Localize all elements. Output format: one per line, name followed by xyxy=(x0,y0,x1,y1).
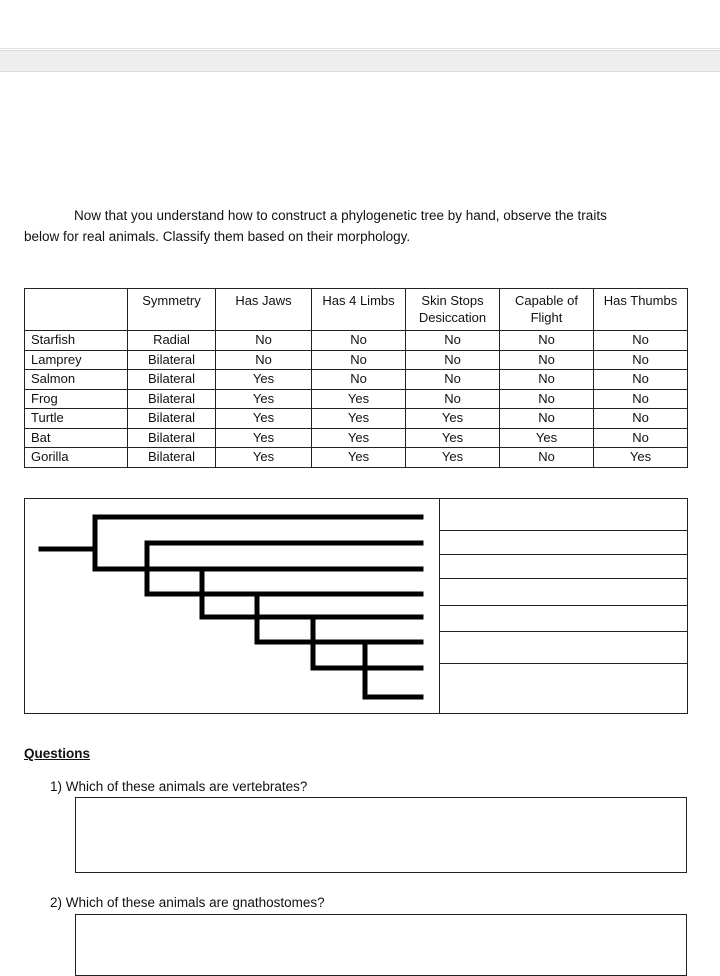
trait-cell: No xyxy=(500,409,594,429)
table-body xyxy=(25,331,688,468)
tree-label-cell[interactable] xyxy=(440,632,688,664)
tree-label-cell[interactable] xyxy=(440,555,688,579)
tree-label-cells xyxy=(439,499,688,713)
table-row xyxy=(25,389,688,409)
intro-line-2: below for real animals. Classify them based on their morphology. xyxy=(24,229,411,244)
trait-cell: No xyxy=(594,409,688,429)
question-2: 2) Which of these animals are gnathostomes? xyxy=(50,895,325,910)
trait-cell: Yes xyxy=(216,389,312,409)
trait-cell: No xyxy=(594,428,688,448)
tree-label-cell[interactable] xyxy=(440,531,688,555)
table-row xyxy=(25,331,688,351)
trait-cell: Yes xyxy=(216,370,312,390)
trait-cell: Bilateral xyxy=(128,428,216,448)
table-row xyxy=(25,350,688,370)
table-header-row xyxy=(25,289,688,331)
trait-cell: No xyxy=(500,350,594,370)
animal-name-cell: Gorilla xyxy=(25,448,128,468)
trait-cell: No xyxy=(406,370,500,390)
trait-cell: Bilateral xyxy=(128,350,216,370)
phylogenetic-tree-figure xyxy=(24,498,688,714)
trait-cell: No xyxy=(312,370,406,390)
trait-cell: Bilateral xyxy=(128,389,216,409)
column-header: Has Thumbs xyxy=(594,289,688,331)
trait-cell: No xyxy=(406,350,500,370)
trait-cell: Yes xyxy=(216,448,312,468)
table-row xyxy=(25,409,688,429)
trait-cell: No xyxy=(406,389,500,409)
animal-name-cell: Frog xyxy=(25,389,128,409)
intro-paragraph xyxy=(24,205,684,247)
trait-cell: No xyxy=(500,448,594,468)
tree-label-cell[interactable] xyxy=(440,579,688,606)
trait-cell: No xyxy=(312,331,406,351)
trait-cell: Yes xyxy=(406,428,500,448)
column-header: Symmetry xyxy=(128,289,216,331)
trait-cell: No xyxy=(216,331,312,351)
trait-cell: No xyxy=(500,389,594,409)
cladogram xyxy=(25,499,439,713)
trait-cell: No xyxy=(500,370,594,390)
column-header: Has 4 Limbs xyxy=(312,289,406,331)
answer-box-2[interactable] xyxy=(75,914,687,976)
animal-name-cell: Lamprey xyxy=(25,350,128,370)
trait-cell: No xyxy=(312,350,406,370)
trait-cell: Yes xyxy=(312,428,406,448)
trait-cell: No xyxy=(594,350,688,370)
trait-cell: Bilateral xyxy=(128,409,216,429)
trait-cell: Yes xyxy=(312,389,406,409)
trait-cell: No xyxy=(500,331,594,351)
trait-cell: Yes xyxy=(312,448,406,468)
trait-cell: Yes xyxy=(500,428,594,448)
trait-cell: No xyxy=(594,389,688,409)
trait-cell: No xyxy=(216,350,312,370)
trait-cell: Yes xyxy=(594,448,688,468)
animal-name-cell: Salmon xyxy=(25,370,128,390)
trait-cell: No xyxy=(406,331,500,351)
column-header: Skin Stops Desiccation xyxy=(406,289,500,331)
column-header xyxy=(25,289,128,331)
answer-box-1[interactable] xyxy=(75,797,687,873)
table-row xyxy=(25,448,688,468)
animal-name-cell: Bat xyxy=(25,428,128,448)
trait-cell: Yes xyxy=(406,409,500,429)
column-header: Has Jaws xyxy=(216,289,312,331)
trait-cell: Radial xyxy=(128,331,216,351)
trait-cell: No xyxy=(594,370,688,390)
questions-heading: Questions xyxy=(24,746,91,761)
trait-cell: Bilateral xyxy=(128,370,216,390)
trait-cell: No xyxy=(594,331,688,351)
trait-cell: Yes xyxy=(216,428,312,448)
viewer-top-bar xyxy=(0,0,720,49)
viewer-toolbar-strip xyxy=(0,50,720,72)
trait-cell: Bilateral xyxy=(128,448,216,468)
animal-name-cell: Starfish xyxy=(25,331,128,351)
table-row xyxy=(25,428,688,448)
trait-cell: Yes xyxy=(312,409,406,429)
animal-name-cell: Turtle xyxy=(25,409,128,429)
trait-cell: Yes xyxy=(216,409,312,429)
question-1: 1) Which of these animals are vertebrates? xyxy=(50,779,308,794)
trait-cell: Yes xyxy=(406,448,500,468)
table-row xyxy=(25,370,688,390)
intro-line-1: Now that you understand how to construct a phylogenetic tree by hand, observe the traits xyxy=(74,208,607,223)
column-header: Capable of Flight xyxy=(500,289,594,331)
tree-label-cell[interactable] xyxy=(440,606,688,632)
traits-table xyxy=(24,288,688,468)
tree-label-cell[interactable] xyxy=(440,499,688,531)
